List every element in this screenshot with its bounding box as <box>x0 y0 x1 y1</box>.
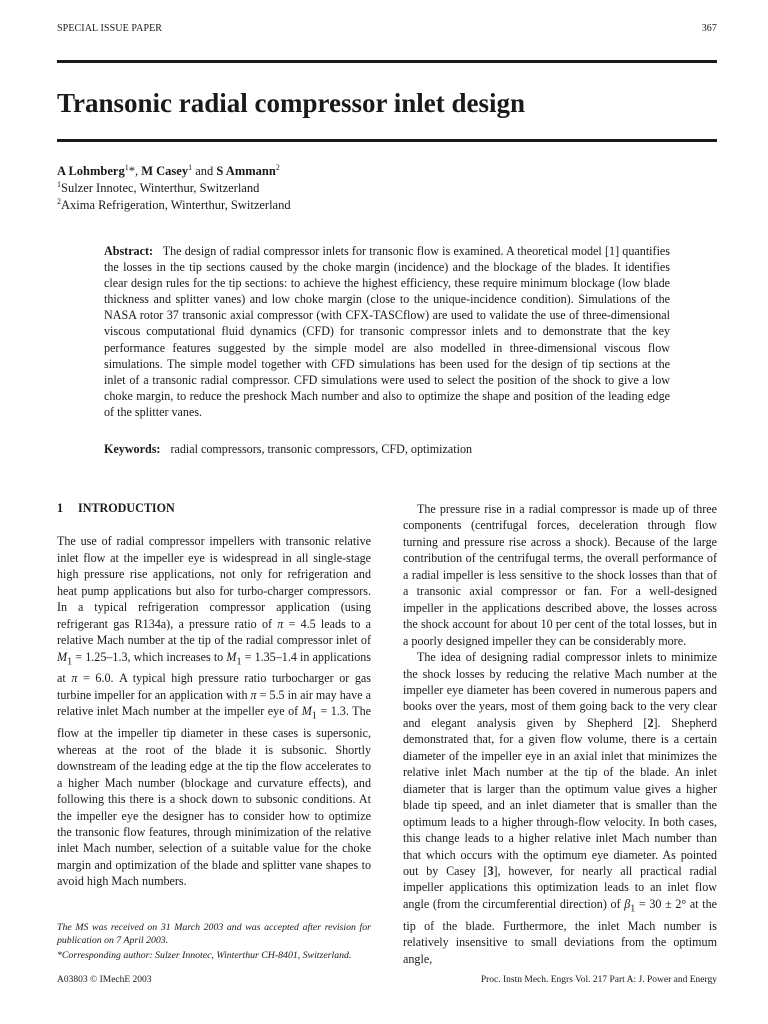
abstract <box>104 243 670 420</box>
section-label: SPECIAL ISSUE PAPER <box>57 23 163 34</box>
affiliation-1: $^1$Sulzer Innotec, Winterthur, Switzerland <box>57 179 260 195</box>
section-number: 1 <box>57 501 64 515</box>
footnotes <box>57 922 371 966</box>
author-block <box>57 163 291 214</box>
intro-paragraph-3: The idea of designing radial compressor inlets to minimize the shock losses by reducing the relative Mach number at the impeller eye diameter has been covered in numerous papers and books over the years, most of them going back to the very clear and elegant analysis given by Shepherd [2]. Shepherd demonstrated that, for a given flow volume, there is a certain diameter of the impeller eye in an axial inlet that minimizes the relative inlet Mach number at the tip of the blade. An inlet diameter that is larger than the optimum value gives a higher blade tip speed, and an inlet diameter that is smaller than the optimum leads to a higher through-flow velocity. In both cases, this change leads to a higher relative inlet Mach number than that which occurs with the optimum eye diameter. As pointed out by Casey [3], however, for nearly all practical radial impeller applications this optimization leads to an inlet flow angle (from the circumferential direction) of $\beta_1 = 30 \pm 2^\circ$ at the tip of the blade. Furthermore, the inlet Mach number is relatively insensitive to small deviations from the optimum angle, <box>403 650 718 966</box>
abstract-label: Abstract: <box>104 244 154 258</box>
corresponding-note: *Corresponding author: Sulzer Innotec, Winterthur CH-8401, Switzerland. <box>57 950 352 961</box>
left-column <box>57 500 371 890</box>
paper-title: Transonic radial compressor inlet design <box>57 88 526 118</box>
affiliation-2: $^2$Axima Refrigeration, Winterthur, Switzerland <box>57 196 291 212</box>
intro-paragraph-2: The pressure rise in a radial compressor is made up of three components (centrifugal forces, deceleration through flow turning and pressure rise across a shock). Because of the large contribution of the centrifugal terms, the overall performance of a radial impeller is less sensitive to the shock losses than that of a transonic axial compressor or fan. For a well-designed impeller in the applications described above, the losses across the shock account for about 10 per cent of the total losses, but in a poorly designed impeller they can be considerably more. <box>403 502 717 648</box>
keywords-label: Keywords: <box>104 442 161 456</box>
author-line: A Lohmberg$^1$*, M Casey$^1$ and S Ammann$^2$ <box>57 162 280 178</box>
footer-journal: Proc. Instn Mech. Engrs Vol. 217 Part A: J. Power and Energy <box>480 975 717 985</box>
received-note: The MS was received on 31 March 2003 and was accepted after revision for publication on 7 April 2003. <box>57 922 371 946</box>
section-title: INTRODUCTION <box>78 501 175 515</box>
section-heading <box>57 500 371 516</box>
title-rule <box>57 139 717 142</box>
top-rule <box>57 60 717 63</box>
paper-page <box>57 0 717 1024</box>
abstract-text: The design of radial compressor inlets for transonic flow is examined. A theoretical model [1] quantifies the losses in the tip sections caused by the choke margin (incidence) and the blockage of the blades. It identifies clear design rules for the tip sections: to achieve the highest efficiency, these require minimum blockage (low blade thickness and splitter vanes) and low choke margin (close to the unique-incidence condition). Simulations of the NASA rotor 37 transonic axial compressor (with CFX-TASCflow) are used to validate the use of three-dimensional viscous computational fluid dynamics (CFD) for transonic compressor inlets and to demonstrate that the key performance features suggested by the simple model are also modelled in three-dimensional viscous flow simulations. The simple model together with CFD simulations has been used for the design of tip sections at the inlet of a transonic radial compressor. CFD simulations were used to select the position of the shock to give a low choke margin, to reduce the preshock Mach number and also to optimize the shape and position of the leading edge of the splitter vanes. <box>104 244 671 419</box>
footer-article-id: A03803 © IMechE 2003 <box>57 975 152 985</box>
keywords-text: radial compressors, transonic compressors, CFD, optimization <box>170 442 473 456</box>
right-column <box>403 501 717 967</box>
page-number: 367 <box>701 23 717 34</box>
keywords <box>104 442 670 457</box>
intro-paragraph-1: The use of radial compressor impellers with transonic relative inlet flow at the impeller eye is widespread in all single-stage high pressure rise applications, not only for refrigeration and heat pump applications but also for turbo-charger compressors. In a typical refrigeration compressor application (using refrigerant gas R134a), a pressure ratio of π = 4.5 leads to a relative Mach number at the tip of the radial compressor inlet of $M_1 = 1.25-1.3$, which increases to $M_1 = 1.35-1.4$ in applications at π = 6.0. A typical high pressure ratio turbocharger or gas turbine impeller for an application with π = 5.5 in air may have a relative inlet Mach number at the impeller eye of $M_1 = 1.3$. The flow at the impeller tip diameter in these cases is supersonic, whereas at the root of the blade it is subsonic. Shortly downstream of the leading edge at the tip the flow accelerates to a higher Mach number (blockage and curvature effects), and following this there is a shock down to subsonic conditions. At the impeller eye the designer has to consider how to optimize the transonic flow features, through minimization of the relative inlet Mach number, selection of a suitable value for the choke margin and optimization of the blade and splitter vane shapes to avoid high Mach numbers. <box>57 534 371 889</box>
